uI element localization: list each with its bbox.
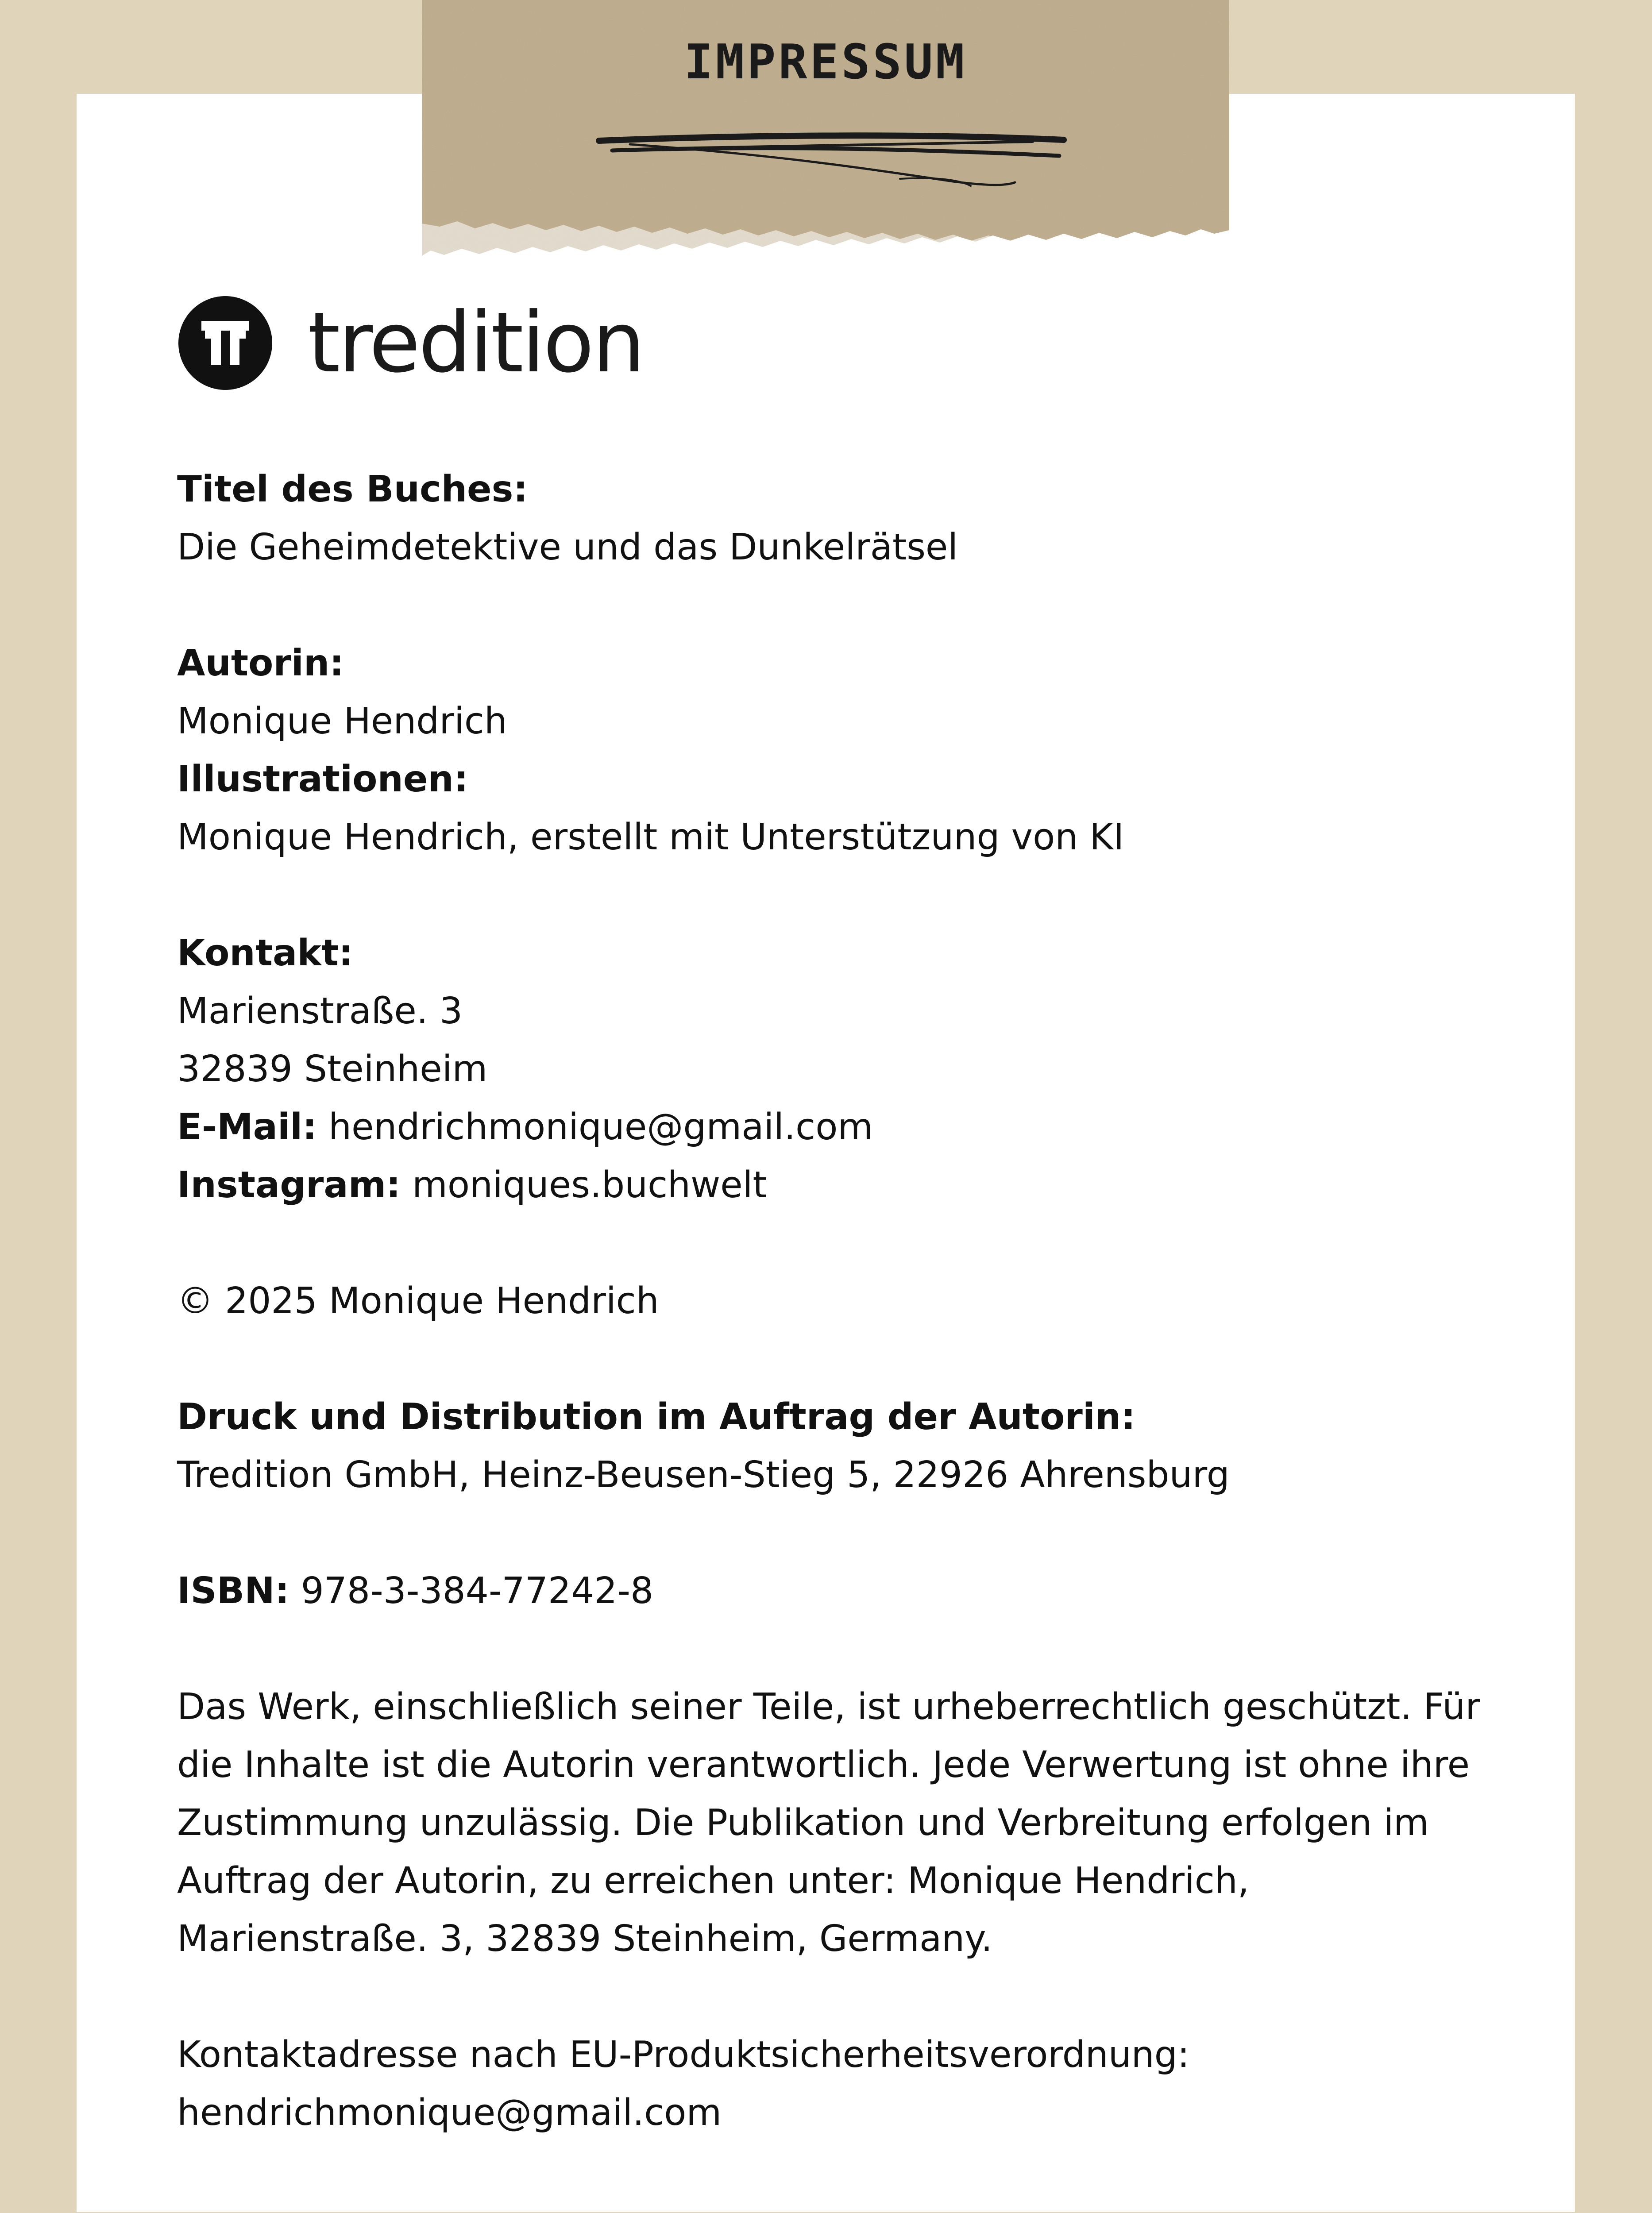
illustrations-value: Monique Hendrich, erstellt mit Unterstützung von KI: [177, 816, 1124, 858]
email-value[interactable]: hendrichmonique@gmail.com: [328, 1106, 873, 1148]
spacer: [177, 866, 1527, 924]
eu-contact-value[interactable]: hendrichmonique@gmail.com: [177, 2092, 722, 2134]
book-title-value: Die Geheimdetektive und das Dunkelrätsel: [177, 526, 958, 568]
legal-line-4: Auftrag der Autorin, zu erreichen unter: Monique Hendrich,: [177, 1860, 1249, 1902]
tredition-logo: [178, 294, 643, 392]
spacer: [177, 1214, 1527, 1272]
instagram-line: [177, 1156, 1527, 1214]
spacer: [177, 576, 1527, 634]
author-value: Monique Hendrich: [177, 700, 507, 742]
tredition-logo-icon: [178, 296, 272, 390]
copyright-line: © 2025 Monique Hendrich: [177, 1280, 659, 1322]
logo-wordmark: tredition: [308, 294, 644, 391]
spacer: [177, 1620, 1527, 1678]
distribution-value: Tredition GmbH, Heinz-Beusen-Stieg 5, 22926 Ahrensburg: [177, 1454, 1230, 1496]
spacer: [177, 1504, 1527, 1562]
email-line: [177, 1098, 1527, 1156]
isbn-line: [177, 1562, 1527, 1620]
spacer: [177, 1968, 1527, 2026]
book-title-label: Titel des Buches:: [177, 468, 528, 510]
legal-line-2: die Inhalte ist die Autorin verantwortlich. Jede Verwertung ist ohne ihre: [177, 1744, 1470, 1786]
author-label: Autorin:: [177, 642, 344, 684]
illustrations-label: Illustrationen:: [177, 758, 468, 800]
email-label: E-Mail:: [177, 1106, 317, 1148]
legal-line-5: Marienstraße. 3, 32839 Steinheim, Germany.: [177, 1918, 993, 1960]
spacer: [177, 1330, 1527, 1388]
isbn-label: ISBN:: [177, 1570, 289, 1612]
page-title: IMPRESSUM: [684, 35, 967, 90]
instagram-label: Instagram:: [177, 1164, 401, 1206]
instagram-value[interactable]: moniques.buchwelt: [412, 1164, 767, 1206]
isbn-value: 978-3-384-77242-8: [301, 1570, 654, 1612]
contact-label: Kontakt:: [177, 932, 353, 974]
eu-contact-label: Kontaktadresse nach EU-Produktsicherheitsverordnung:: [177, 2034, 1190, 2076]
distribution-label: Druck und Distribution im Auftrag der Autorin:: [177, 1396, 1136, 1438]
contact-city: 32839 Steinheim: [177, 1048, 488, 1090]
legal-line-1: Das Werk, einschließlich seiner Teile, ist urheberrechtlich geschützt. Für: [177, 1686, 1480, 1728]
legal-line-3: Zustimmung unzulässig. Die Publikation und Verbreitung erfolgen im: [177, 1802, 1429, 1844]
impressum-content: [177, 460, 1527, 2142]
paper-tape-header: [422, 0, 1229, 257]
contact-street: Marienstraße. 3: [177, 990, 463, 1032]
